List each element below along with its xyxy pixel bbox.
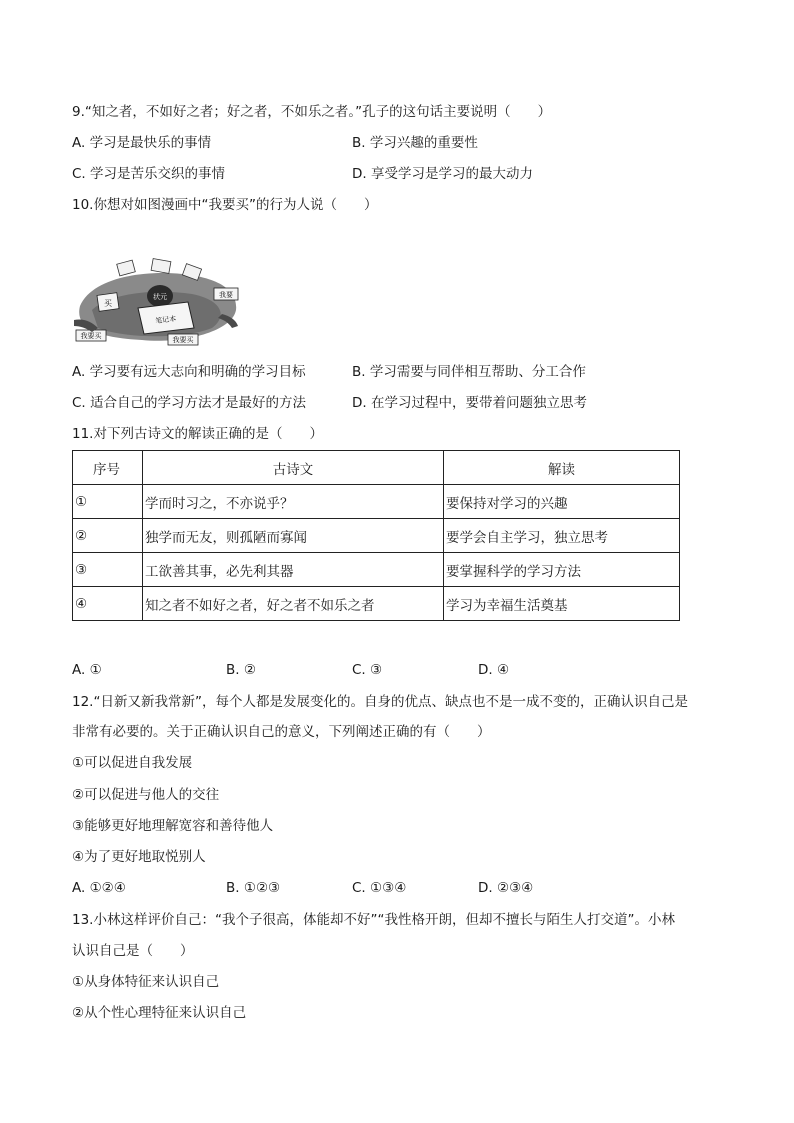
comic-illustration xyxy=(72,258,240,346)
question-12-item-3: ③能够更好地理解宽容和善待他人 xyxy=(72,818,274,834)
question-12-stem-line2: 非常有必要的。关于正确认识自己的意义，下列阐述正确的有（ ） xyxy=(72,724,491,740)
question-11-option-b[interactable]: B. ② xyxy=(226,662,256,678)
table-cell-poem: 工欲善其事，必先利其器 xyxy=(143,553,444,587)
question-11-stem: 11.对下列古诗文的解读正确的是（ ） xyxy=(72,426,323,442)
question-10-option-b[interactable]: B. 学习需要与同伴相互帮助、分工合作 xyxy=(352,364,586,380)
comic-left-sign: 买 xyxy=(104,299,112,308)
question-10-option-c[interactable]: C. 适合自己的学习方法才是最好的方法 xyxy=(72,395,307,411)
question-12-option-a[interactable]: A. ①②④ xyxy=(72,880,126,896)
question-10-option-a[interactable]: A. 学习要有远大志向和明确的学习目标 xyxy=(72,364,306,380)
question-12-stem-line1: 12.“日新又新我常新”，每个人都是发展变化的。自身的优点、缺点也不是一成不变的，正确认识自己是 xyxy=(72,694,688,710)
question-11-option-d[interactable]: D. ④ xyxy=(478,662,510,678)
table-cell-interpretation: 要掌握科学的学习方法 xyxy=(444,553,680,587)
question-13-stem-line1: 13.小林这样评价自己：“我个子很高，体能却不好”“我性格开朗，但却不擅长与陌生人打交道”。小林 xyxy=(72,912,675,928)
question-11-option-a[interactable]: A. ① xyxy=(72,662,102,678)
comic-left-tag: 我要买 xyxy=(80,332,102,340)
table-header-poem: 古诗文 xyxy=(143,451,444,485)
table-header-index: 序号 xyxy=(73,451,143,485)
table-cell-interpretation: 学习为幸福生活奠基 xyxy=(444,587,680,621)
table-cell-interpretation: 要保持对学习的兴趣 xyxy=(444,485,680,519)
comic-bottom-tag: 我要买 xyxy=(172,336,194,344)
table-row xyxy=(73,485,680,519)
question-12-option-d[interactable]: D. ②③④ xyxy=(478,880,534,896)
question-12-item-1: ①可以促进自我发展 xyxy=(72,755,193,771)
table-cell-index: ① xyxy=(73,485,143,519)
question-9-option-d[interactable]: D. 享受学习是学习的最大动力 xyxy=(352,166,533,182)
question-12-item-4: ④为了更好地取悦别人 xyxy=(72,849,206,865)
table-header-row xyxy=(73,451,680,485)
question-13-item-2: ②从个性心理特征来认识自己 xyxy=(72,1005,247,1021)
table-cell-index: ③ xyxy=(73,553,143,587)
question-10-option-d[interactable]: D. 在学习过程中，要带着问题独立思考 xyxy=(352,395,587,411)
question-13-stem-line2: 认识自己是（ ） xyxy=(72,943,194,959)
table-cell-index: ② xyxy=(73,519,143,553)
question-9-option-c[interactable]: C. 学习是苦乐交织的事情 xyxy=(72,166,226,182)
question-9-stem: 9.“知之者，不如好之者；好之者，不如乐之者。”孔子的这句话主要说明（ ） xyxy=(72,104,552,120)
table-header-interpretation: 解读 xyxy=(444,451,680,485)
comic-center-label: 状元 xyxy=(153,293,167,301)
question-11-option-c[interactable]: C. ③ xyxy=(352,662,383,678)
question-12-item-2: ②可以促进与他人的交往 xyxy=(72,787,220,803)
table-cell-poem: 学而时习之，不亦说乎？ xyxy=(143,485,444,519)
poetry-table xyxy=(72,450,680,621)
question-9-option-a[interactable]: A. 学习是最快乐的事情 xyxy=(72,135,212,151)
question-12-option-c[interactable]: C. ①③④ xyxy=(352,880,407,896)
table-cell-poem: 知之者不如好之者，好之者不如乐之者 xyxy=(143,587,444,621)
table-row xyxy=(73,553,680,587)
question-10-stem: 10.你想对如图漫画中“我要买”的行为人说（ ） xyxy=(72,197,378,213)
question-9-option-b[interactable]: B. 学习兴趣的重要性 xyxy=(352,135,478,151)
comic-right-tag: 我要 xyxy=(219,291,233,299)
table-cell-index: ④ xyxy=(73,587,143,621)
comic-book-label: 笔记本 xyxy=(154,314,177,326)
table-cell-poem: 独学而无友，则孤陋而寡闻 xyxy=(143,519,444,553)
table-row xyxy=(73,519,680,553)
question-13-item-1: ①从身体特征来认识自己 xyxy=(72,974,220,990)
question-12-option-b[interactable]: B. ①②③ xyxy=(226,880,281,896)
table-cell-interpretation: 要学会自主学习，独立思考 xyxy=(444,519,680,553)
table-row xyxy=(73,587,680,621)
